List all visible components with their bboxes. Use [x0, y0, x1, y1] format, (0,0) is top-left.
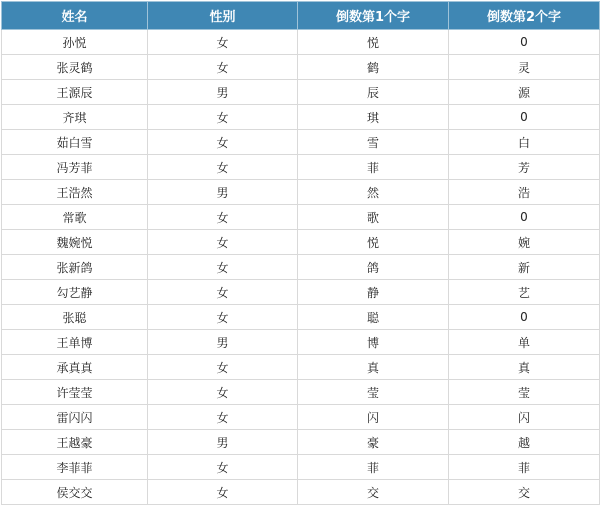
cell-gender[interactable]: 女 — [148, 305, 298, 330]
cell-last-char[interactable]: 歌 — [298, 205, 449, 230]
cell-second-last-char[interactable]: 单 — [449, 330, 600, 355]
table-row — [2, 330, 600, 355]
cell-last-char[interactable]: 雪 — [298, 130, 449, 155]
cell-second-last-char[interactable]: 莹 — [449, 380, 600, 405]
cell-gender[interactable]: 女 — [148, 405, 298, 430]
cell-last-char[interactable]: 莹 — [298, 380, 449, 405]
cell-name[interactable]: 冯芳菲 — [2, 155, 148, 180]
cell-last-char[interactable]: 辰 — [298, 80, 449, 105]
cell-second-last-char[interactable]: 白 — [449, 130, 600, 155]
cell-last-char[interactable]: 然 — [298, 180, 449, 205]
table-row — [2, 30, 600, 55]
header-last-char[interactable]: 倒数第1个字 — [298, 2, 449, 30]
header-gender[interactable]: 性别 — [148, 2, 298, 30]
table-row — [2, 280, 600, 305]
cell-last-char[interactable]: 菲 — [298, 155, 449, 180]
cell-gender[interactable]: 女 — [148, 480, 298, 505]
cell-gender[interactable]: 女 — [148, 130, 298, 155]
cell-name[interactable]: 许莹莹 — [2, 380, 148, 405]
cell-last-char[interactable]: 琪 — [298, 105, 449, 130]
table-row — [2, 430, 600, 455]
cell-gender[interactable]: 女 — [148, 55, 298, 80]
cell-last-char[interactable]: 闪 — [298, 405, 449, 430]
table-row — [2, 305, 600, 330]
table-row — [2, 355, 600, 380]
cell-second-last-char[interactable]: 艺 — [449, 280, 600, 305]
cell-last-char[interactable]: 交 — [298, 480, 449, 505]
cell-second-last-char[interactable]: 0 — [449, 105, 600, 130]
table-body — [2, 30, 600, 505]
table-row — [2, 130, 600, 155]
cell-name[interactable]: 侯交交 — [2, 480, 148, 505]
cell-name[interactable]: 张灵鹤 — [2, 55, 148, 80]
cell-second-last-char[interactable]: 越 — [449, 430, 600, 455]
cell-second-last-char[interactable]: 交 — [449, 480, 600, 505]
cell-second-last-char[interactable]: 芳 — [449, 155, 600, 180]
table-row — [2, 230, 600, 255]
cell-name[interactable]: 雷闪闪 — [2, 405, 148, 430]
cell-second-last-char[interactable]: 源 — [449, 80, 600, 105]
cell-gender[interactable]: 女 — [148, 30, 298, 55]
cell-gender[interactable]: 女 — [148, 280, 298, 305]
table-row — [2, 380, 600, 405]
cell-last-char[interactable]: 博 — [298, 330, 449, 355]
cell-last-char[interactable]: 鸽 — [298, 255, 449, 280]
cell-gender[interactable]: 男 — [148, 80, 298, 105]
cell-last-char[interactable]: 聪 — [298, 305, 449, 330]
table-row — [2, 80, 600, 105]
table-row — [2, 155, 600, 180]
table-row — [2, 205, 600, 230]
cell-last-char[interactable]: 悦 — [298, 230, 449, 255]
cell-name[interactable]: 常歌 — [2, 205, 148, 230]
cell-name[interactable]: 魏婉悦 — [2, 230, 148, 255]
cell-second-last-char[interactable]: 0 — [449, 305, 600, 330]
cell-second-last-char[interactable]: 真 — [449, 355, 600, 380]
table-row — [2, 480, 600, 505]
cell-last-char[interactable]: 悦 — [298, 30, 449, 55]
table-row — [2, 255, 600, 280]
cell-gender[interactable]: 女 — [148, 380, 298, 405]
cell-second-last-char[interactable]: 闪 — [449, 405, 600, 430]
cell-second-last-char[interactable]: 0 — [449, 205, 600, 230]
cell-second-last-char[interactable]: 婉 — [449, 230, 600, 255]
cell-gender[interactable]: 女 — [148, 205, 298, 230]
header-second-last-char[interactable]: 倒数第2个字 — [449, 2, 600, 30]
cell-gender[interactable]: 女 — [148, 105, 298, 130]
cell-second-last-char[interactable]: 灵 — [449, 55, 600, 80]
table-row — [2, 455, 600, 480]
cell-gender[interactable]: 女 — [148, 230, 298, 255]
cell-second-last-char[interactable]: 浩 — [449, 180, 600, 205]
cell-name[interactable]: 王越豪 — [2, 430, 148, 455]
header-name[interactable]: 姓名 — [2, 2, 148, 30]
cell-gender[interactable]: 女 — [148, 155, 298, 180]
cell-name[interactable]: 张聪 — [2, 305, 148, 330]
cell-last-char[interactable]: 真 — [298, 355, 449, 380]
cell-name[interactable]: 王浩然 — [2, 180, 148, 205]
cell-gender[interactable]: 女 — [148, 455, 298, 480]
cell-gender[interactable]: 女 — [148, 355, 298, 380]
cell-name[interactable]: 王单博 — [2, 330, 148, 355]
table-row — [2, 55, 600, 80]
table-row — [2, 180, 600, 205]
cell-name[interactable]: 孙悦 — [2, 30, 148, 55]
cell-gender[interactable]: 男 — [148, 330, 298, 355]
cell-name[interactable]: 齐琪 — [2, 105, 148, 130]
cell-name[interactable]: 承真真 — [2, 355, 148, 380]
cell-last-char[interactable]: 鹤 — [298, 55, 449, 80]
cell-last-char[interactable]: 菲 — [298, 455, 449, 480]
cell-name[interactable]: 茹白雪 — [2, 130, 148, 155]
table-row — [2, 105, 600, 130]
cell-last-char[interactable]: 静 — [298, 280, 449, 305]
cell-second-last-char[interactable]: 新 — [449, 255, 600, 280]
cell-gender[interactable]: 女 — [148, 255, 298, 280]
cell-name[interactable]: 张新鸽 — [2, 255, 148, 280]
cell-second-last-char[interactable]: 0 — [449, 30, 600, 55]
name-character-table — [1, 1, 600, 505]
cell-gender[interactable]: 男 — [148, 430, 298, 455]
cell-name[interactable]: 勾艺静 — [2, 280, 148, 305]
table-header-row — [2, 2, 600, 30]
table-row — [2, 405, 600, 430]
cell-name[interactable]: 李菲菲 — [2, 455, 148, 480]
cell-gender[interactable]: 男 — [148, 180, 298, 205]
cell-second-last-char[interactable]: 菲 — [449, 455, 600, 480]
cell-name[interactable]: 王源辰 — [2, 80, 148, 105]
cell-last-char[interactable]: 豪 — [298, 430, 449, 455]
